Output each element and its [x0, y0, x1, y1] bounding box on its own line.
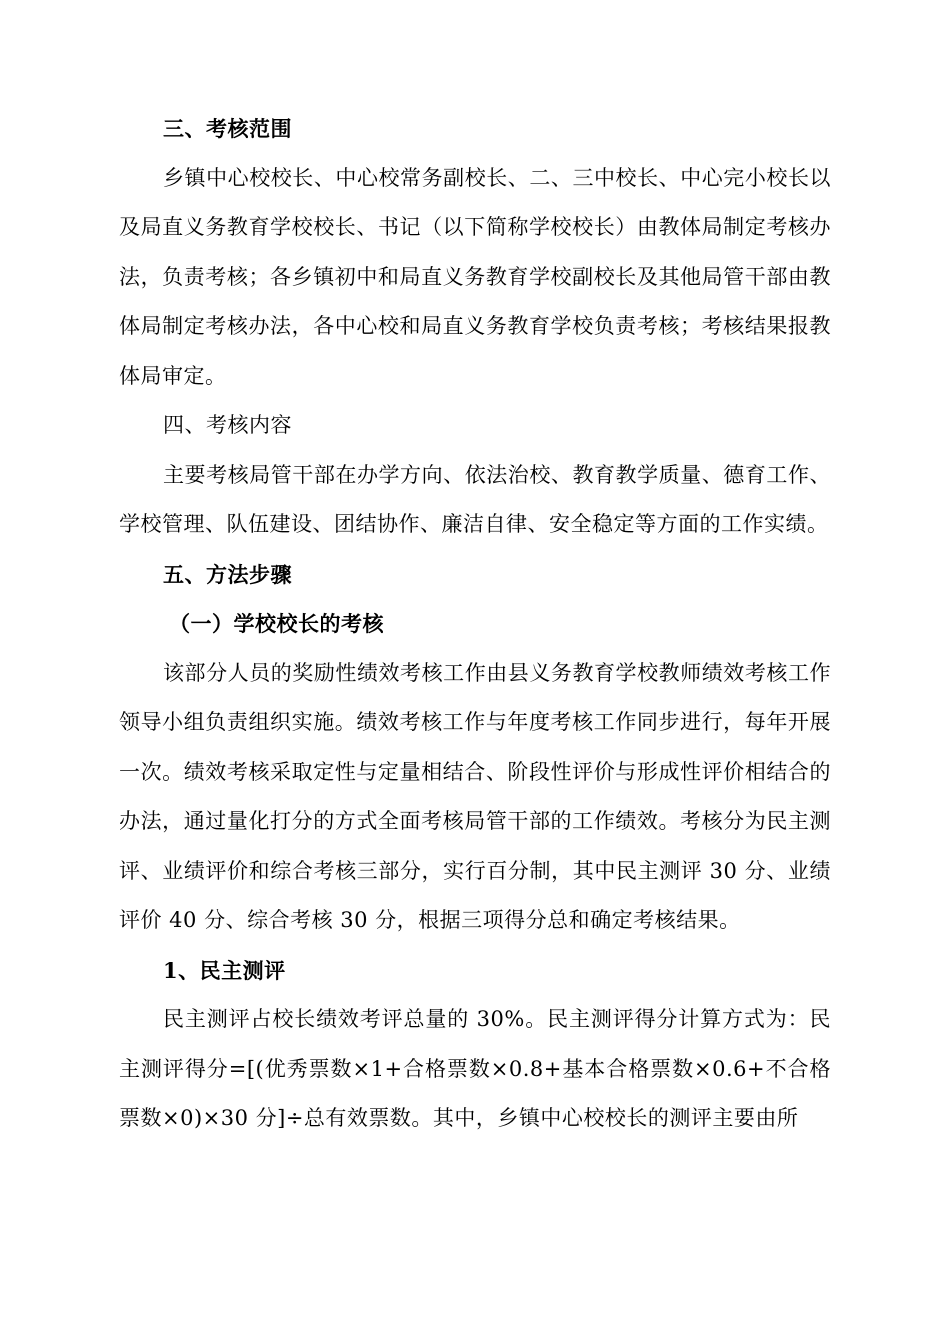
section-heading-scope: 三、考核范围 — [163, 116, 292, 141]
subsection-heading-democratic-evaluation: 1、民主测评 — [163, 957, 286, 983]
subsection-heading-principal-assessment: （一）学校校长的考核 — [169, 611, 384, 636]
democratic-evaluation-paragraph: 民主测评占校长绩效考评总量的 30%。民主测评得分计算方式为：民主测评得分=[(优秀票数×1+合格票数×0.8+基本合格票数×0.6+不合格票数×0)×30 分]÷总有效票数。其中，乡镇中心校校长的测评主要由所 — [119, 1007, 831, 1130]
scope-paragraph: 乡镇中心校校长、中心校常务副校长、二、三中校长、中心完小校长以及局直义务教育学校校长、书记（以下简称学校校长）由教体局制定考核办法，负责考核；各乡镇初中和局直义务教育学校副校长及其他局管干部由教体局制定考核办法，各中心校和局直义务教育学校负责考核；考核结果报教体局审定。 — [119, 165, 831, 388]
principal-assessment-paragraph: 该部分人员的奖励性绩效考核工作由县义务教育学校教师绩效考核工作领导小组负责组织实施。绩效考核工作与年度考核工作同步进行，每年开展一次。绩效考核采取定性与定量相结合、阶段性评价与形成性评价相结合的办法，通过量化打分的方式全面考核局管干部的工作绩效。考核分为民主测评、业绩评价和综合考核三部分，实行百分制，其中民主测评 30 分、业绩评价 40 分、综合考核 30 分，根据三项得分总和确定考核结果。 — [119, 660, 831, 932]
section-heading-content: 四、考核内容 — [163, 413, 292, 437]
document-body — [119, 104, 831, 1144]
content-paragraph: 主要考核局管干部在办学方向、依法治校、教育教学质量、德育工作、学校管理、队伍建设、团结协作、廉洁自律、安全稳定等方面的工作实绩。 — [119, 462, 831, 536]
section-heading-methods: 五、方法步骤 — [163, 561, 292, 587]
